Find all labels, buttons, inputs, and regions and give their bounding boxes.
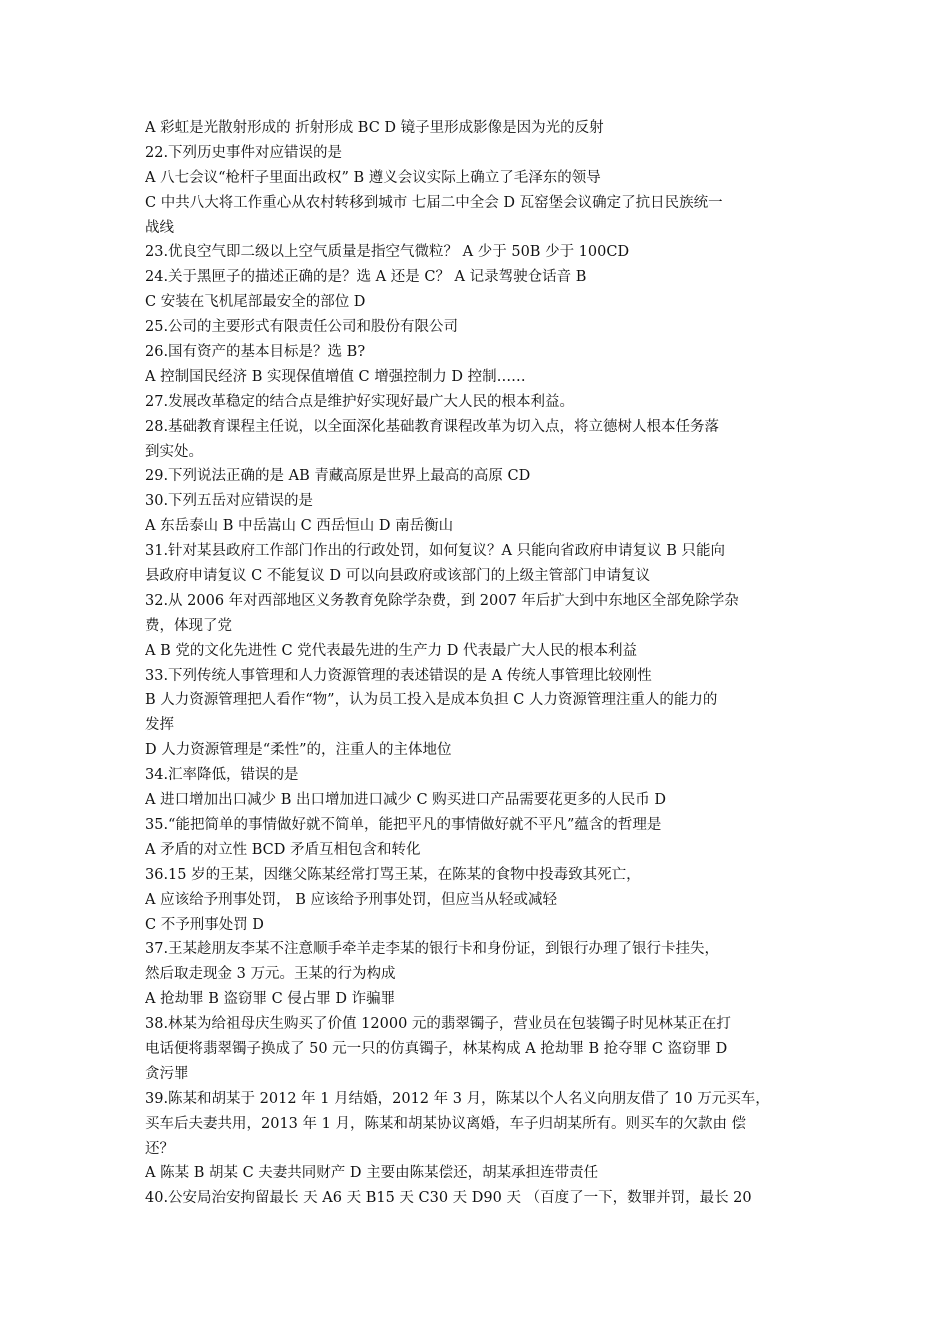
document-line: 33.下列传统人事管理和人力资源管理的表述错误的是 A 传统人事管理比较刚性	[145, 667, 652, 684]
document-line: 31.针对某县政府工作部门作出的行政处罚，如何复议？A 只能向省政府申请复议 B 只能向	[145, 543, 726, 560]
document-line: A 抢劫罪 B 盗窃罪 C 侵占罪 D 诈骗罪	[145, 991, 396, 1008]
document-line: 县政府申请复议 C 不能复议 D 可以向县政府或该部门的上级主管部门申请复议	[145, 568, 651, 585]
document-line: 买车后夫妻共用，2013 年 1 月，陈某和胡某协议离婚，车子归胡某所有。则买车的欠款由 偿	[145, 1115, 747, 1132]
document-line: 还？	[145, 1140, 174, 1157]
document-line: 29.下列说法正确的是 AB 青藏高原是世界上最高的高原 CD	[145, 468, 531, 485]
document-line: C 中共八大将工作重心从农村转移到城市 七届二中全会 D 瓦窑堡会议确定了抗日民族统一	[145, 194, 723, 211]
document-line: 36.15 岁的王某，因继父陈某经常打骂王某，在陈某的食物中投毒致其死亡，	[145, 866, 641, 883]
document-line: 40.公安局治安拘留最长 天 A6 天 B15 天 C30 天 D90 天 （百度了一下，数罪并罚，最长 20	[145, 1190, 752, 1207]
document-line: 38.林某为给祖母庆生购买了价值 12000 元的翡翠镯子，营业员在包装镯子时见林某正在打	[145, 1016, 731, 1033]
document-line: 26.国有资产的基本目标是？选 B?	[145, 344, 366, 361]
document-line: 战线	[145, 219, 174, 236]
document-line: 电话便将翡翠镯子换成了 50 元一只的仿真镯子，林某构成 A 抢劫罪 B 抢夺罪 C 盗窃罪 D	[145, 1040, 728, 1057]
document-body	[145, 116, 813, 1211]
document-line: 35.“能把简单的事情做好就不简单，能把平凡的事情做好就不平凡”蕴含的哲理是	[145, 816, 662, 833]
document-line: 27.发展改革稳定的结合点是维护好实现好最广大人民的根本利益。	[145, 393, 575, 410]
document-line: A 彩虹是光散射形成的 折射形成 BC D 镜子里形成影像是因为光的反射	[145, 120, 604, 136]
document-line: 32.从 2006 年对西部地区义务教育免除学杂费，到 2007 年后扩大到中东地区全部免除学杂	[145, 592, 739, 609]
document-line: 39.陈某和胡某于 2012 年 1 月结婚，2012 年 3 月，陈某以个人名义向朋友借了 10 万元买车，	[145, 1090, 770, 1107]
document-line: C 不予刑事处罚 D	[145, 916, 264, 933]
document-line: 30.下列五岳对应错误的是	[145, 493, 314, 510]
document-line: 发挥	[145, 717, 174, 734]
document-line: 费，体现了党	[145, 617, 232, 634]
document-line: 37.王某趁朋友李某不注意顺手牵羊走李某的银行卡和身份证，到银行办理了银行卡挂失，	[145, 941, 720, 958]
document-line: 25.公司的主要形式有限责任公司和股份有限公司	[145, 319, 459, 336]
document-line: C 安装在飞机尾部最安全的部位 D	[145, 294, 366, 311]
document-line: 24.关于黑匣子的描述正确的是？选 A 还是 C？ A 记录驾驶仓话音 B	[145, 269, 587, 286]
document-line: A 进口增加出口减少 B 出口增加进口减少 C 购买进口产品需要花更多的人民币 D	[145, 792, 666, 809]
document-line: A 控制国民经济 B 实现保值增值 C 增强控制力 D 控制……	[145, 368, 526, 385]
document-line: D 人力资源管理是“柔性”的，注重人的主体地位	[145, 742, 452, 759]
document-line: 34.汇率降低，错误的是	[145, 767, 299, 784]
document-line: 到实处。	[145, 443, 203, 460]
document-line: 22.下列历史事件对应错误的是	[145, 144, 343, 161]
document-line: 然后取走现金 3 万元。王某的行为构成	[145, 966, 396, 983]
document-line: B 人力资源管理把人看作“物”，认为员工投入是成本负担 C 人力资源管理注重人的能力的	[145, 692, 718, 709]
document-line: A B 党的文化先进性 C 党代表最先进的生产力 D 代表最广大人民的根本利益	[145, 642, 637, 659]
document-line: A 陈某 B 胡某 C 夫妻共同财产 D 主要由陈某偿还，胡某承担连带责任	[145, 1165, 599, 1182]
document-line: 贪污罪	[145, 1065, 189, 1082]
document-line: 23.优良空气即二级以上空气质量是指空气微粒？ A 少于 50B 少于 100CD	[145, 244, 630, 261]
document-line: A 八七会议“枪杆子里面出政权” B 遵义会议实际上确立了毛泽东的领导	[145, 169, 601, 186]
document-line: A 应该给予刑事处罚， B 应该给予刑事处罚，但应当从轻或减轻	[145, 891, 557, 908]
document-line: A 东岳泰山 B 中岳嵩山 C 西岳恒山 D 南岳衡山	[145, 518, 454, 535]
document-line: 28.基础教育课程主任说，以全面深化基础教育课程改革为切入点，将立德树人根本任务落	[145, 418, 720, 435]
document-line: A 矛盾的对立性 BCD 矛盾互相包含和转化	[145, 841, 421, 858]
